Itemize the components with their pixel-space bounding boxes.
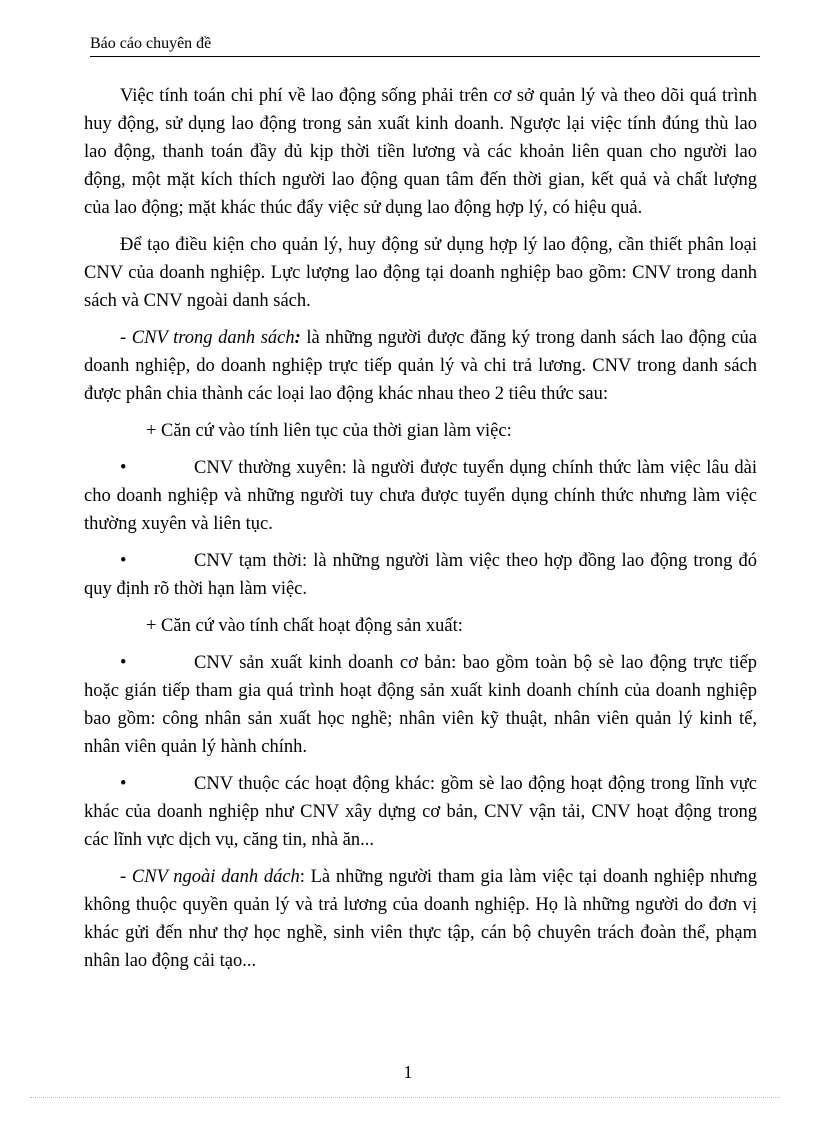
bullet-item-temporary <box>84 547 757 603</box>
bullet-item-core-business-text: CNV sản xuất kinh doanh cơ bản: bao gồm toàn bộ sè lao động trực tiếp hoặc gián tiếp tham gia quá trình hoạt động sản xuất kinh doanh chính của doanh nghiệp bao gồm: công nhân sản xuất học nghề; nhân viên kỹ thuật, nhân viên quản lý kinh tế, nhân viên quản lý hành chính. <box>84 653 757 757</box>
footer-divider <box>30 1097 780 1098</box>
document-body <box>84 82 757 984</box>
bullet-item-other-activities-text: CNV thuộc các hoạt động khác: gồm sè lao động hoạt động trong lĩnh vực khác của doanh nghiệp như CNV xây dựng cơ bản, CNV vận tải, CNV hoạt động trong các lĩnh vực dịch vụ, căng tin, nhà ăn... <box>84 774 757 850</box>
bullet-item-other-activities <box>84 770 757 854</box>
bullet-item-temporary-text: CNV tạm thời: là những người làm việc theo hợp đồng lao động trong đó quy định rõ thời hạn làm việc. <box>84 551 757 599</box>
term-in-list: CNV trong danh sách <box>131 328 295 348</box>
bullet-icon: • <box>120 653 127 673</box>
paragraph-classification: Để tạo điều kiện cho quản lý, huy động sử dụng hợp lý lao động, cần thiết phân loại CNV của doanh nghiệp. Lực lượng lao động tại doanh nghiệp bao gồm: CNV trong danh sách và CNV ngoài danh sách. <box>84 235 757 311</box>
paragraph-in-list-text: là những người được đăng ký trong danh sách lao động của doanh nghiệp, do doanh nghiệp trực tiếp quản lý và chi trả lương. CNV trong danh sách được phân chia thành các loại lao động khác nhau theo 2 tiêu thức sau: <box>84 328 757 404</box>
paragraph-outside-list-text: : Là những người tham gia làm việc tại doanh nghiệp nhưng không thuộc quyền quản lý và trả lương của doanh nghiệp. Họ là những người do đơn vị khác gửi đến như thợ học nghề, sinh viên thực tập, cán bộ chuyên trách đoàn thể, phạm nhân lao động cải tạo... <box>84 867 757 971</box>
header-title: Báo cáo chuyên đề <box>90 35 212 52</box>
document-header <box>90 34 760 57</box>
criterion-production: + Căn cứ vào tính chất hoạt động sản xuất: <box>146 616 463 636</box>
term-outside-list: CNV ngoài danh dách <box>131 867 300 887</box>
bullet-icon: • <box>120 551 127 571</box>
dash: - <box>120 328 132 348</box>
page-number: 1 <box>403 1062 413 1082</box>
bullet-item-core-business <box>84 649 757 761</box>
bullet-item-regular <box>84 454 757 538</box>
criterion-continuity: + Căn cứ vào tính liên tục của thời gian làm việc: <box>146 421 512 441</box>
dash: - <box>120 867 132 887</box>
paragraph-in-list <box>84 324 757 408</box>
bullet-icon: • <box>120 458 127 478</box>
bullet-item-regular-text: CNV thường xuyên: là người được tuyển dụng chính thức làm việc lâu dài cho doanh nghiệp và những người tuy chưa được tuyển dụng chính thức nhưng làm việc thường xuyên và liên tục. <box>84 458 757 534</box>
paragraph-outside-list <box>84 863 757 975</box>
term-colon: : <box>294 328 301 348</box>
paragraph-labor-cost: Việc tính toán chi phí về lao động sống phải trên cơ sở quản lý và theo dõi quá trình huy động, sử dụng lao động trong sản xuất kinh doanh. Ngược lại việc tính đúng thù lao lao động, thanh toán đầy đủ kịp thời tiền lương và các khoản liên quan cho người lao động, một mặt kích thích người lao động quan tâm đến thời gian, kết quả và chất lượng của lao động; mặt khác thúc đẩy việc sử dụng lao động hợp lý, có hiệu quả. <box>84 86 757 218</box>
bullet-icon: • <box>120 774 127 794</box>
